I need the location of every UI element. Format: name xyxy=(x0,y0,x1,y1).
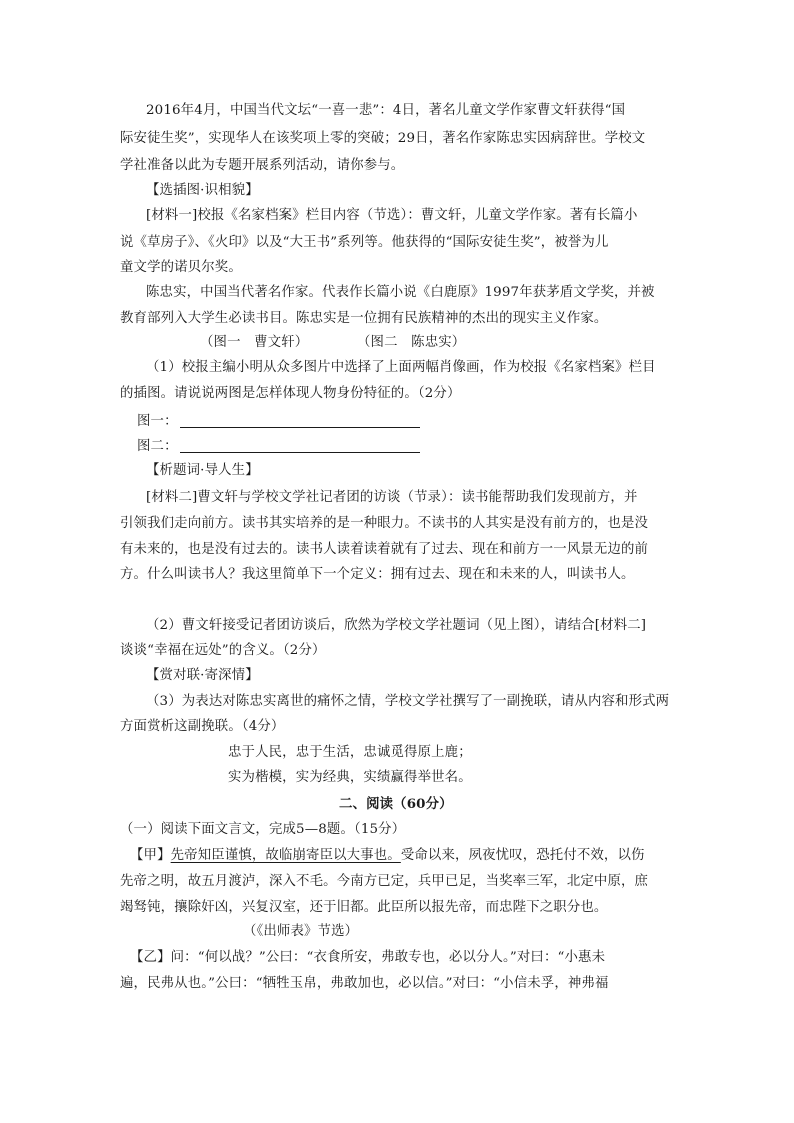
figure-1-caption: （图一 曹文轩） xyxy=(200,335,309,350)
answer-1-label: 图一： xyxy=(137,414,178,429)
passage-yi-line-2: 遍，民弗从也。”公曰：“牺牲玉帛，弗敢加也，必以信。”对曰：“小信未孚，神弗福 xyxy=(120,976,609,991)
passage-jia-underlined: 先帝知臣谨慎，故临崩寄臣以大事也。 xyxy=(170,848,401,863)
material-2-line-3: 有未来的，也是没有过去的。读书人读着读着就有了过去、现在和前方一一风景无边的前 xyxy=(120,542,649,557)
passage-jia-line-1 xyxy=(130,846,645,866)
material-2-line-1: [材料二]曹文轩与学校文学社记者团的访谈（节录）：读书能帮助我们发现前方，并 xyxy=(146,490,638,505)
section-title-inscription: 【析题词·导人生】 xyxy=(146,463,259,478)
question-3-line-2: 方面赏析这副挽联。（4分） xyxy=(120,719,285,734)
answer-1-blank[interactable] xyxy=(180,427,420,428)
question-2-line-1: （2）曹文轩接受记者团访谈后，欣然为学校文学社题词（见上图），请结合[材料二] xyxy=(146,618,647,633)
couplet-line-1: 忠于人民，忠于生活，忠诚觅得原上鹿； xyxy=(228,745,472,760)
couplet-line-2: 实为楷模，实为经典，实绩赢得举世名。 xyxy=(228,770,472,785)
passage-yi-line-1: 【乙】问：“何以战？”公曰：“衣食所安，弗敢专也，必以分人。”对曰：“小惠未 xyxy=(130,950,606,965)
passage-jia-line-2: 先帝之明，故五月渡泸，深入不毛。今南方已定，兵甲已足，当奖率三军，北定中原，庶 xyxy=(120,874,649,889)
question-1-line-1: （1）校报主编小明从众多图片中选择了上面两幅肖像画，作为校报《名家档案》栏目 xyxy=(146,360,656,375)
answer-2-label: 图二： xyxy=(137,439,178,454)
question-2-line-2: 谈谈“幸福在远处”的含义。（2分） xyxy=(120,643,326,658)
passage-jia-source: （《出师表》节选） xyxy=(243,924,359,939)
part-2-title: 二、阅读（60分） xyxy=(339,796,453,812)
passage-jia-rest: 受命以来，夙夜忧叹，恐托付不效，以伤 xyxy=(400,848,645,863)
passage-jia-line-3: 竭驽钝，攘除奸凶，兴复汉室，还于旧都。此臣所以报先帝，而忠陛下之职分也。 xyxy=(120,900,608,915)
intro-line-3: 学社准备以此为专题开展系列活动，请你参与。 xyxy=(120,158,405,173)
material-2-line-4: 方。什么叫读书人？我这里简单下一个定义：拥有过去、现在和未来的人，叫读书人。 xyxy=(120,567,635,582)
section-title-illustration: 【选插图·识相貌】 xyxy=(146,183,259,198)
intro-line-1: 2016年4月，中国当代文坛“一喜一悲”：4日，著名儿童文学作家曹文轩获得“国 xyxy=(146,103,626,118)
material-1-line-3: 童文学的诺贝尔奖。 xyxy=(120,260,242,275)
chen-bio-line-2: 教育部列入大学生必读书目。陈忠实是一位拥有民族精神的杰出的现实主义作家。 xyxy=(120,311,608,326)
question-1-line-2: 的插图。请说说两图是怎样体现人物身份特征的。（2分） xyxy=(120,386,461,401)
chen-bio-line-1: 陈忠实，中国当代著名作家。代表作长篇小说《白鹿原》1997年获茅盾文学奖，并被 xyxy=(146,285,655,300)
intro-line-2: 际安徒生奖”，实现华人在该奖项上零的突破；29日，著名作家陈忠实因病辞世。学校文 xyxy=(120,131,646,146)
question-3-line-1: （3）为表达对陈忠实离世的痛怀之情，学校文学社撰写了一副挽联，请从内容和形式两 xyxy=(146,694,670,709)
reading-1-instruction: （一）阅读下面文言文，完成5—8题。（15分） xyxy=(120,822,406,837)
section-title-couplet: 【赏对联·寄深情】 xyxy=(146,668,259,683)
passage-jia-label: 【甲】 xyxy=(130,848,171,863)
material-1-line-2: 说《草房子》、《火印》以及“大王书”系列等。他获得的“国际安徒生奖”，被誉为儿 xyxy=(120,235,609,250)
material-1-line-1: [材料一]校报《名家档案》栏目内容（节选）：曹文轩，儿童文学作家。著有长篇小 xyxy=(146,208,638,223)
figure-2-caption: （图二 陈忠实） xyxy=(357,335,466,350)
material-2-line-2: 引领我们走向前方。读书其实培养的是一种眼力。不读书的人其实是没有前方的，也是没 xyxy=(120,516,649,531)
answer-2-blank[interactable] xyxy=(180,452,420,453)
